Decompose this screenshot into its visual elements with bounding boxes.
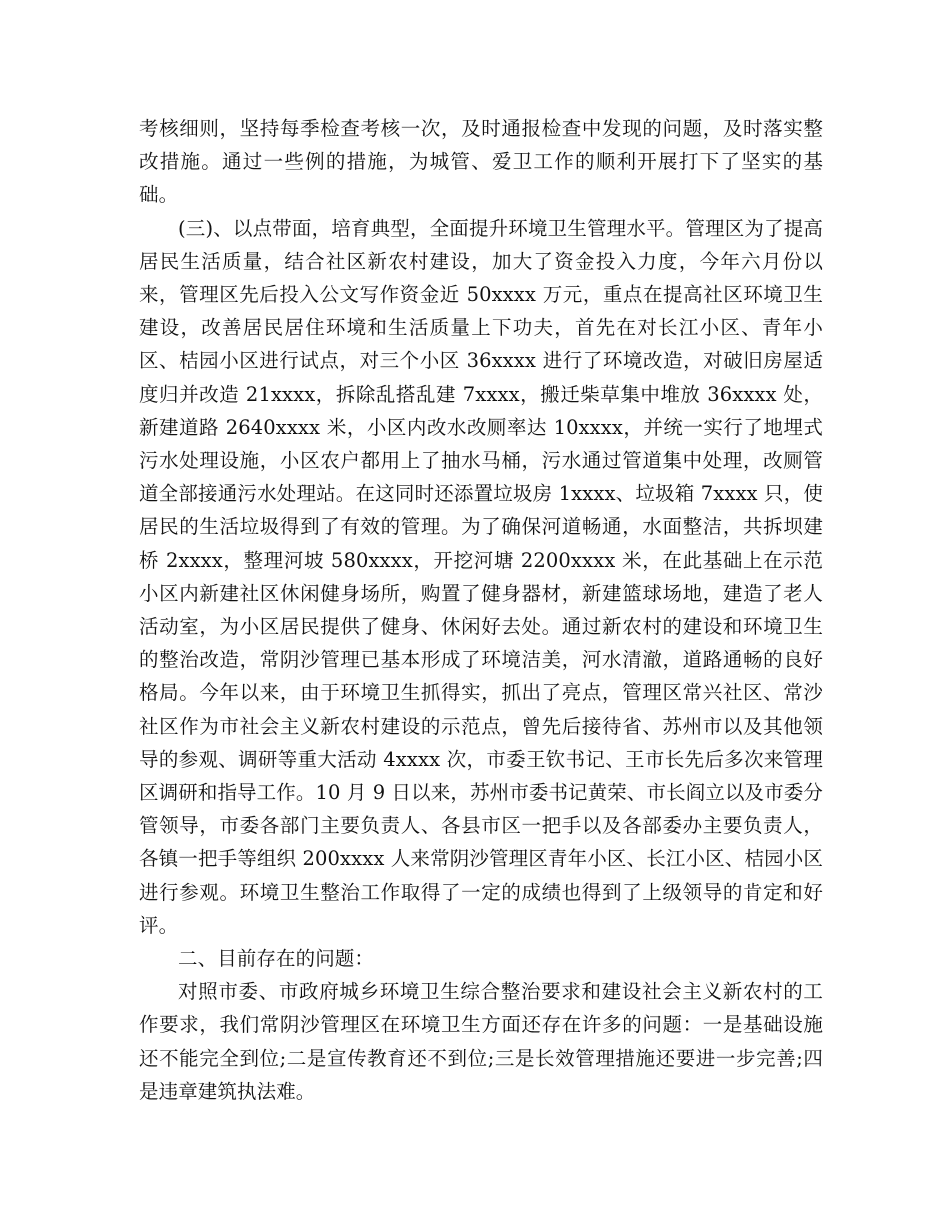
paragraph-problems: 对照市委、市政府城乡环境卫生综合整治要求和建设社会主义新农村的工作要求，我们常阴沙管理区在环境卫生方面还存在许多的问题：一是基础设施还不能完全到位;二是宣传教育还不到位;三是长效管理措施还要进一步完善;四是违章建筑执法难。 (139, 980, 823, 1103)
section-heading-problems: 二、目前存在的问题： (178, 947, 375, 971)
paragraph-section-three: (三)、以点带面，培育典型，全面提升环境卫生管理水平。管理区为了提高居民生活质量，结合社区新农村建设，加大了资金投入力度，今年六月份以来，管理区先后投入公文写作资金近 50xxxx 万元，重点在提高社区环境卫生建设，改善居民居住环境和生活质量上下功夫，首先在对长江小区、青年小区、桔园小区进行试点，对三个小区 36xxxx 进行了环境改造，对破旧房屋适度归并改造 21xxxx，拆除乱搭乱建 7xxxx，搬迁柴草集中堆放 36xxxx 处，新建道路 2640xxxx 米，小区内改水改厕率达 10xxxx，并统一实行了地埋式污水处理设施，小区农户都用上了抽水马桶，污水通过管道集中处理，改厕管道全部接通污水处理站。在这同时还添置垃圾房 1xxxx、垃圾箱 7xxxx 只，使居民的生活垃圾得到了有效的管理。为了确保河道畅通，水面整洁，共拆坝建桥 2xxxx，整理河坡 580xxxx，开挖河塘 2200xxxx 米，在此基础上在示范小区内新建社区休闲健身场所，购置了健身器材，新建篮球场地，建造了老人活动室，为小区居民提供了健身、休闲好去处。通过新农村的建设和环境卫生的整治改造，常阴沙管理已基本形成了环境洁美，河水清澈，道路通畅的良好格局。今年以来，由于环境卫生抓得实，抓出了亮点，管理区常兴社区、常沙社区作为市社会主义新农村建设的示范点，曾先后接待省、苏州市以及其他领导的参观、调研等重大活动 4xxxx 次，市委王钦书记、王市长先后多次来管理区调研和指导工作。10 月 9 日以来，苏州市委书记黄荣、市长阎立以及市委分管领导，市委各部门主要负责人、各县市区一把手以及各部委办主要负责人，各镇一把手等组织 200xxxx 人来常阴沙管理区青年小区、长江小区、桔园小区进行参观。环境卫生整治工作取得了一定的成绩也得到了上级领导的肯定和好评。 (139, 216, 823, 937)
document-body (139, 112, 823, 1108)
paragraph-continuation: 考核细则，坚持每季检查考核一次，及时通报检查中发现的问题，及时落实整改措施。通过一些例的措施，为城管、爱卫工作的顺利开展打下了坚实的基础。 (139, 117, 823, 207)
